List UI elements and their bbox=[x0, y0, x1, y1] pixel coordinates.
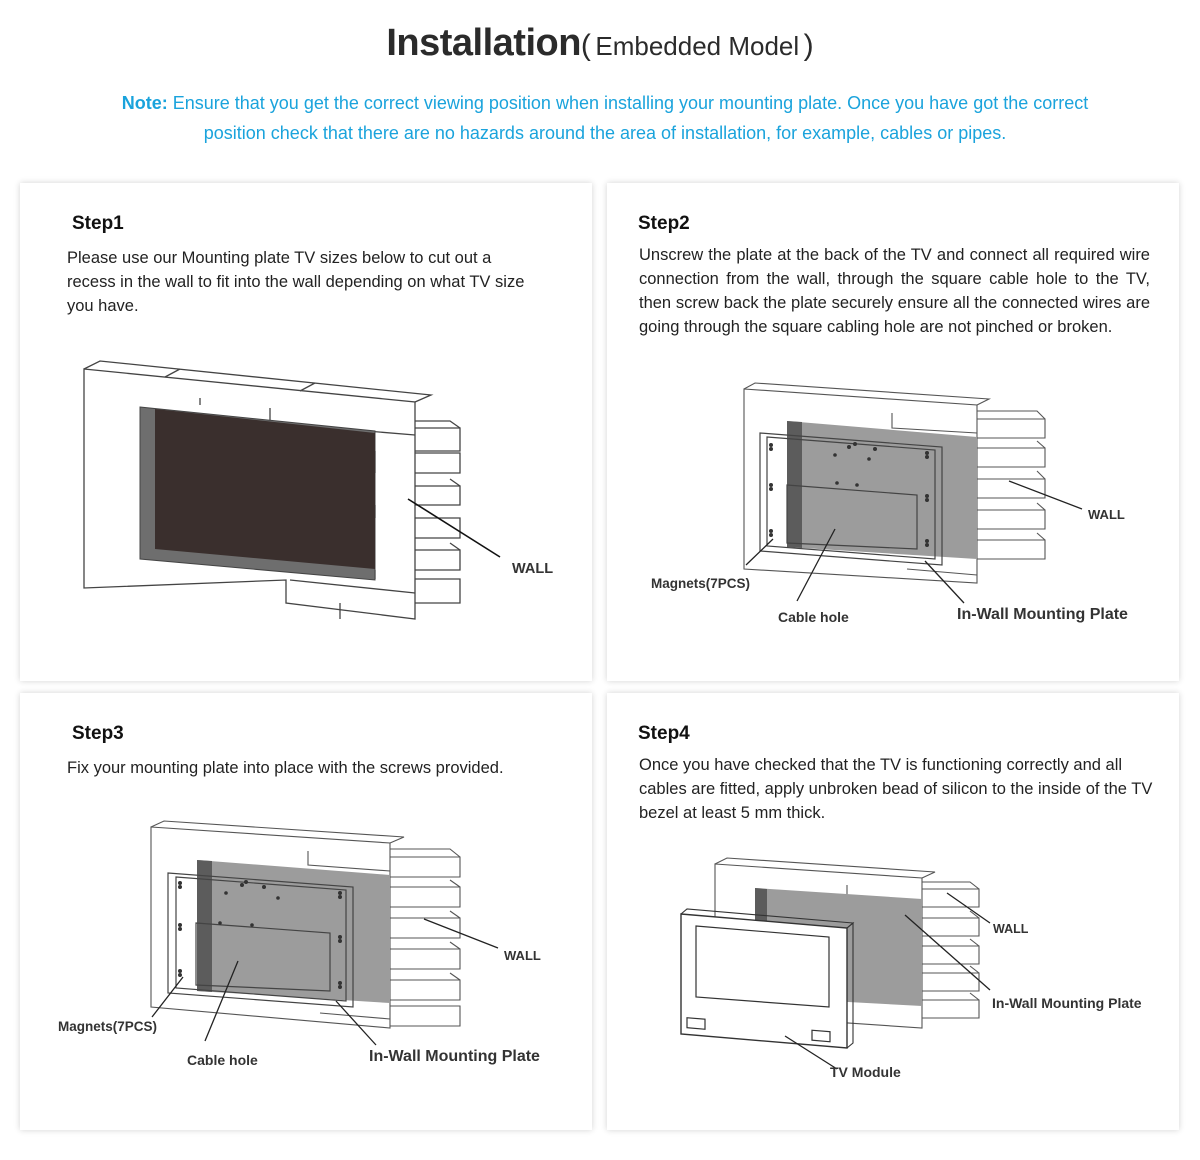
page-subtitle: Embedded Model bbox=[595, 31, 800, 61]
step3-cable-hole-label: Cable hole bbox=[187, 1052, 258, 1068]
step4-tv-module-diagram bbox=[607, 693, 1179, 1130]
title-paren-close: ) bbox=[803, 29, 814, 62]
step2-panel bbox=[607, 183, 1179, 681]
step2-magnets-label: Magnets(7PCS) bbox=[651, 576, 751, 591]
step2-cable-plate-diagram bbox=[607, 183, 1179, 681]
step4-wall-label: WALL bbox=[993, 922, 1029, 936]
step3-magnets-label: Magnets(7PCS) bbox=[58, 1019, 158, 1034]
title-paren-open: ( bbox=[580, 29, 591, 62]
installation-note bbox=[100, 88, 1110, 148]
note-label: Note: bbox=[121, 93, 168, 113]
step3-wall-label: WALL bbox=[504, 948, 541, 963]
step3-text: Fix your mounting plate into place with the screws provided. bbox=[67, 759, 504, 777]
step4-panel bbox=[607, 693, 1179, 1130]
step4-tv-module-label: TV Module bbox=[830, 1064, 901, 1080]
step2-text: Unscrew the plate at the back of the TV and connect all required wire connection from the wall, through the square cable hole to the TV, then screw back the plate securely ensure all the connected wires are going through the square cabling hole are not pinched or broken. bbox=[639, 246, 1150, 336]
page-header bbox=[0, 22, 1200, 65]
step1-text: Please use our Mounting plate TV sizes below to cut out a recess in the wall to fit into the wall depending on what TV size you have. bbox=[67, 249, 525, 315]
step1-panel bbox=[20, 183, 592, 681]
step1-wall-label: WALL bbox=[512, 561, 554, 577]
step4-plate-label: In-Wall Mounting Plate bbox=[992, 995, 1142, 1011]
step2-wall-label: WALL bbox=[1088, 507, 1125, 522]
step3-plate-label: In-Wall Mounting Plate bbox=[369, 1048, 540, 1065]
step3-plate-fixing-diagram bbox=[20, 693, 592, 1130]
step1-title: Step1 bbox=[72, 213, 124, 234]
step2-cable-hole-label: Cable hole bbox=[778, 609, 849, 625]
step4-title: Step4 bbox=[638, 723, 690, 744]
step1-wall-recess-diagram bbox=[20, 183, 592, 681]
step4-text: Once you have checked that the TV is functioning correctly and all cables are fitted, apply unbroken bead of silicon to the inside of the TV bezel at least 5 mm thick. bbox=[639, 756, 1153, 822]
note-text: Ensure that you get the correct viewing position when installing your mounting plate. Once you have got the correct position check that there are no hazards around the area of installation, for example, cables or pipes. bbox=[172, 93, 1089, 143]
step3-panel bbox=[20, 693, 592, 1130]
page-title: Installation bbox=[386, 22, 581, 64]
step3-title: Step3 bbox=[72, 723, 124, 744]
step2-plate-label: In-Wall Mounting Plate bbox=[957, 606, 1128, 623]
step2-title: Step2 bbox=[638, 213, 690, 234]
